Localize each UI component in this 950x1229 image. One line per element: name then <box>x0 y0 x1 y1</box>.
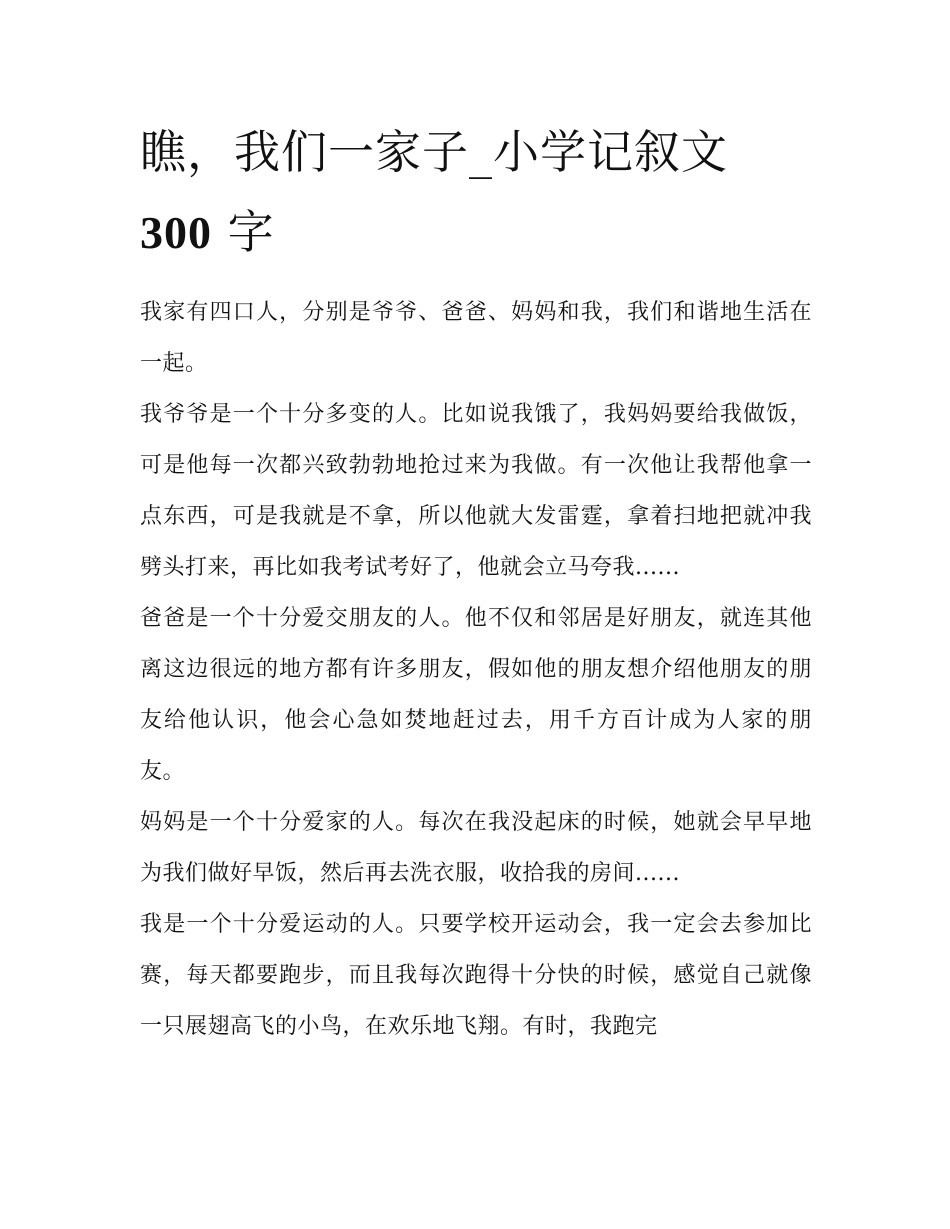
document-title <box>140 112 812 273</box>
document-body <box>140 287 812 1052</box>
title-unit: 字 <box>212 205 275 259</box>
document-page <box>140 112 812 1052</box>
paragraph-intro: 我家有四口人，分别是爷爷、爸爸、妈妈和我，我们和谐地生活在一起。 <box>140 300 812 376</box>
title-number: 300 <box>140 207 212 258</box>
paragraph-grandpa: 我爷爷是一个十分多变的人。比如说我饿了，我妈妈要给我做饭，可是他每一次都兴致勃勃地抢过来为我做。有一次他让我帮他拿一点东西，可是我就是不拿，所以他就大发雷霆，拿着扫地把就冲我劈头打来，再比如我考试考好了，他就会立马夸我...... <box>140 402 812 580</box>
paragraph-me: 我是一个十分爱运动的人。只要学校开运动会，我一定会去参加比赛，每天都要跑步，而且我每次跑得十分快的时候，感觉自己就像一只展翅高飞的小鸟，在欢乐地飞翔。有时，我跑完 <box>140 912 812 1039</box>
paragraph-mom: 妈妈是一个十分爱家的人。每次在我没起床的时候，她就会早早地为我们做好早饭，然后再去洗衣服，收拾我的房间...... <box>140 810 812 886</box>
paragraph-dad: 爸爸是一个十分爱交朋友的人。他不仅和邻居是好朋友，就连其他离这边很远的地方都有许多朋友，假如他的朋友想介绍他朋友的朋友给他认识，他会心急如焚地赶过去，用千方百计成为人家的朋友。 <box>140 606 812 784</box>
title-main: 瞧，我们一家子_小学记叙文 <box>140 125 728 179</box>
